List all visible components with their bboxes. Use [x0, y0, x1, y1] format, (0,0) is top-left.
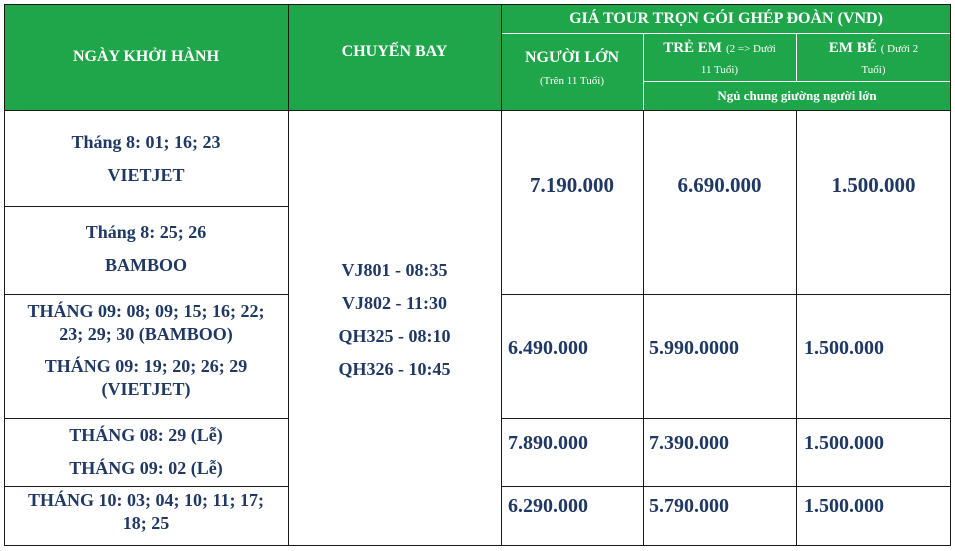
header-departure-date: [4, 4, 288, 110]
price-1-child: [643, 110, 796, 260]
col-divider-4: [796, 110, 797, 546]
row-3-dates-d: (VIETJET): [101, 379, 191, 399]
row-4-dates-b: THÁNG 09: 02 (Lễ): [69, 458, 223, 478]
flight-2: VJ802 - 11:30: [342, 293, 447, 313]
header-adult-note: (Trên 11 Tuổi): [540, 75, 604, 87]
row-4-dates-a: THÁNG 08: 29 (Lễ): [69, 425, 223, 445]
price-3-child: [649, 432, 796, 455]
row-divider-left-4: [4, 486, 288, 487]
price-1-adult-value: 7.190.000: [530, 172, 614, 197]
price-2-baby: [804, 337, 951, 360]
price-4-baby-value: 1.500.000: [804, 495, 884, 517]
row-1-departure: [4, 110, 288, 206]
flight-1: VJ801 - 08:35: [341, 260, 448, 280]
header-baby: [796, 34, 951, 82]
flight-3: QH325 - 08:10: [338, 326, 451, 346]
header-flight: [288, 4, 501, 110]
table-border-bottom: [4, 545, 951, 546]
row-5-departure: [4, 486, 288, 546]
header-baby-note-a: ( Dưới 2: [880, 43, 919, 55]
col-divider-3: [643, 110, 644, 546]
price-2-adult-value: 6.490.000: [508, 337, 588, 359]
price-3-adult-value: 7.890.000: [508, 432, 588, 454]
row-2-dates: Tháng 8: 25; 26: [85, 222, 207, 242]
price-4-child-value: 5.790.000: [649, 495, 729, 517]
header-adult-label: NGƯỜI LỚN: [524, 49, 620, 66]
price-4-child: [649, 495, 796, 518]
row-divider-price-3: [501, 486, 951, 487]
flight-4: QH326 - 10:45: [338, 359, 451, 379]
price-4-baby: [804, 495, 951, 518]
header-child-label: TRẺ EM: [663, 40, 722, 56]
col-divider-2: [501, 4, 502, 546]
row-divider-left-1: [4, 206, 288, 207]
row-5-dates-b: 18; 25: [122, 513, 170, 533]
header-child: [643, 34, 796, 82]
row-divider-price-1: [501, 294, 951, 295]
row-divider-left-2: [4, 294, 288, 295]
header-price-title: [501, 4, 951, 34]
row-2-departure: [4, 206, 288, 294]
price-3-adult: [508, 432, 643, 455]
row-4-departure: [4, 418, 288, 486]
header-child-note-b: 11 Tuổi): [700, 64, 739, 76]
row-3-dates-b: 23; 29; 30 (BAMBOO): [59, 324, 233, 344]
table-border-right: [950, 4, 951, 546]
header-price-title-label: GIÁ TOUR TRỌN GÓI GHÉP ĐOÀN (VND): [569, 10, 883, 27]
header-shared-bed-label: Ngủ chung giường người lớn: [717, 88, 877, 103]
header-baby-label: EM BÉ: [828, 40, 877, 56]
header-flight-label: CHUYẾN BAY: [341, 43, 448, 60]
row-3-dates-a: THÁNG 09: 08; 09; 15; 16; 22;: [27, 301, 265, 321]
header-child-note-a: (2 => Dưới: [725, 43, 776, 55]
row-3-departure: [4, 294, 288, 418]
price-3-baby: [804, 432, 951, 455]
row-divider-price-2: [501, 418, 951, 419]
price-1-baby-value: 1.500.000: [831, 172, 916, 197]
row-divider-left-3: [4, 418, 288, 419]
price-4-adult: [508, 495, 643, 518]
tour-price-table: [4, 4, 951, 546]
flights-cell: [288, 254, 501, 394]
price-3-baby-value: 1.500.000: [804, 432, 884, 454]
price-1-baby: [796, 110, 951, 260]
price-3-child-value: 7.390.000: [649, 432, 729, 454]
price-1-adult: [501, 110, 643, 260]
row-1-airline: VIETJET: [107, 165, 185, 185]
header-divider: [4, 110, 951, 111]
price-2-child: [649, 337, 796, 360]
price-1-child-value: 6.690.000: [677, 172, 762, 197]
table-border-top: [4, 4, 951, 5]
table-border-left: [4, 4, 5, 546]
price-2-child-value: 5.990.0000: [649, 337, 739, 359]
row-2-airline: BAMBOO: [104, 255, 187, 275]
header-departure-date-label: NGÀY KHỞI HÀNH: [72, 48, 220, 65]
row-1-dates: Tháng 8: 01; 16; 23: [71, 132, 221, 152]
row-5-dates-a: THÁNG 10: 03; 04; 10; 11; 17;: [28, 490, 264, 510]
col-divider-1: [288, 4, 289, 546]
price-2-baby-value: 1.500.000: [804, 337, 884, 359]
header-adult: [501, 34, 643, 110]
price-4-adult-value: 6.290.000: [508, 495, 588, 517]
header-baby-note-b: Tuổi): [861, 64, 886, 76]
price-2-adult: [508, 337, 643, 360]
header-shared-bed: [643, 82, 951, 110]
row-3-dates-c: THÁNG 09: 19; 20; 26; 29: [44, 356, 248, 376]
